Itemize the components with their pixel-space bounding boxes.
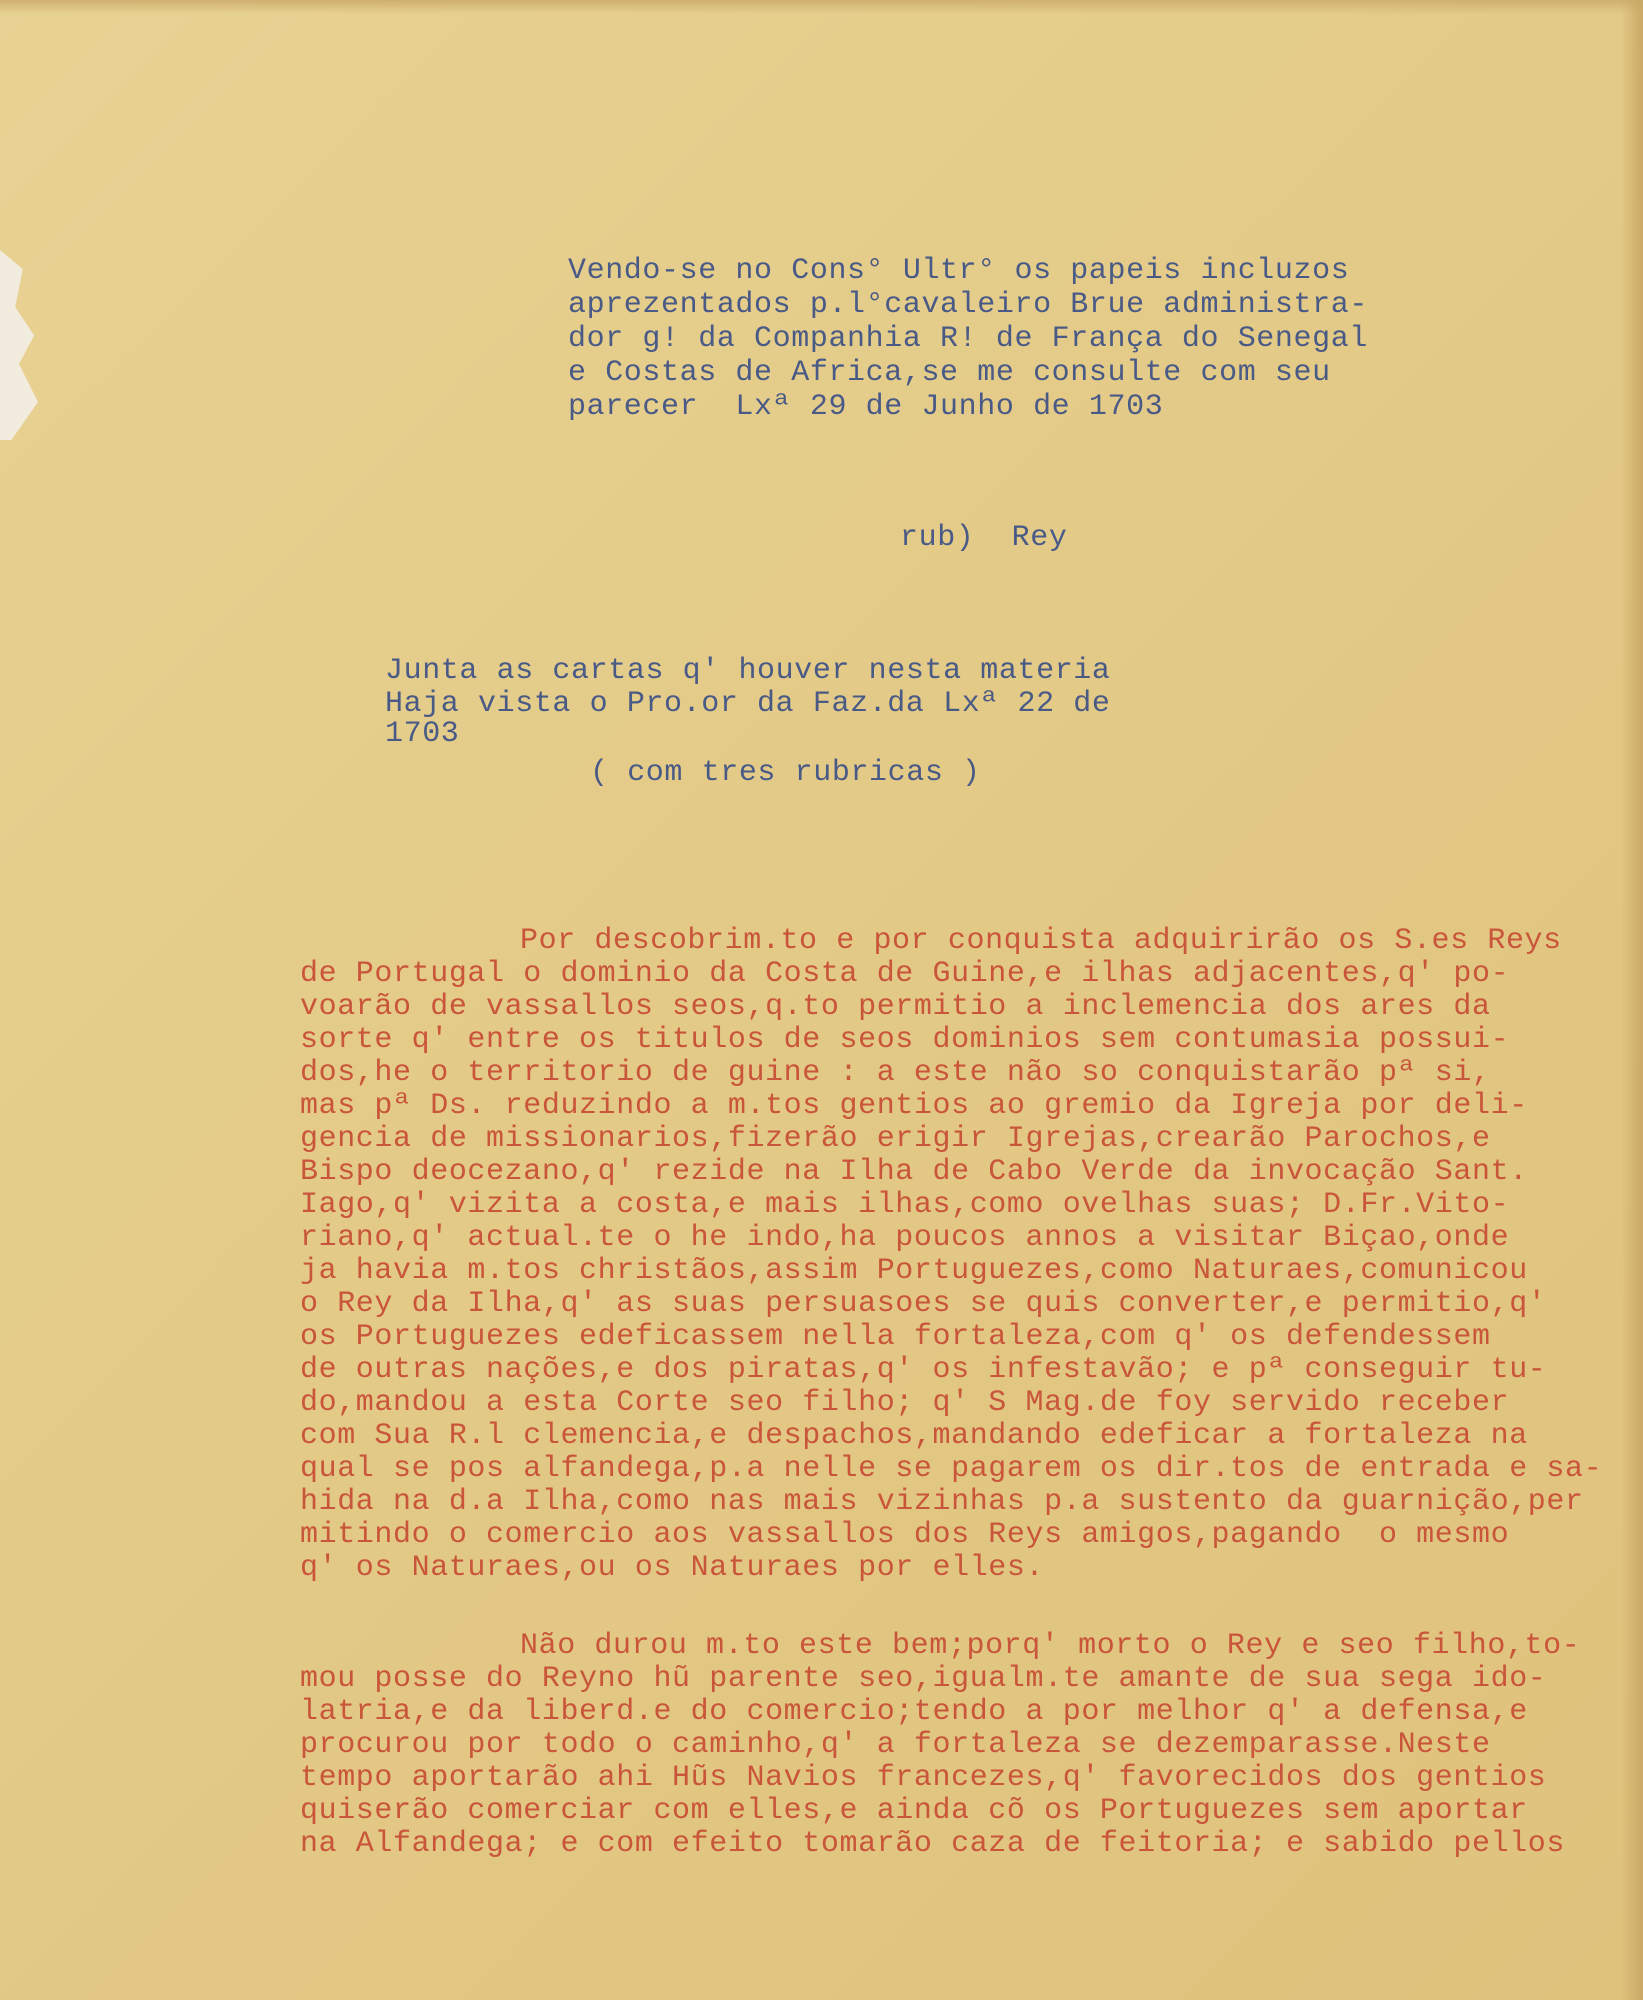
order-line: aprezentados p.l°cavaleiro Brue administra- [568, 288, 1368, 322]
body-line: tempo aportarão ahi Hũs Navios francezes,q' favorecidos dos gentios [300, 1761, 1547, 1795]
body-line: procurou por todo o caminho,q' a fortaleza se dezemparasse.Neste [300, 1728, 1491, 1762]
body-line: quiserão comerciar com elles,e ainda cõ os Portuguezes sem aportar [300, 1794, 1528, 1828]
order-signature: rub) Rey [900, 521, 1068, 555]
body-line: com Sua R.l clemencia,e despachos,mandando edeficar a fortaleza na [300, 1419, 1528, 1453]
order-line: parecer Lxª 29 de Junho de 1703 [568, 390, 1164, 424]
body-line: de outras nações,e dos piratas,q' os infestavão; e pª conseguir tu- [300, 1353, 1547, 1387]
dispatch-line: 1703 [385, 717, 460, 751]
body-line: na Alfandega; e com efeito tomarão caza de feitoria; e sabido pellos [300, 1827, 1565, 1861]
order-line: dor g! da Companhia R! de França do Senegal [568, 322, 1368, 356]
body-line: dos,he o territorio de guine : a este não so conquistarão pª si, [300, 1056, 1491, 1090]
paper-edge-top [0, 0, 1643, 14]
body-line: latria,e da liberd.e do comercio;tendo a por melhor q' a defensa,e [300, 1695, 1528, 1729]
dispatch-line: Haja vista o Pro.or da Faz.da Lxª 22 de [385, 687, 1111, 721]
torn-margin [0, 250, 38, 440]
order-line: Vendo-se no Cons° Ultr° os papeis incluzos [568, 254, 1350, 288]
body-line: q' os Naturaes,ou os Naturaes por elles. [300, 1551, 1045, 1585]
body-line: hida na d.a Ilha,como nas mais vizinhas p.a sustento da guarnição,per [300, 1485, 1584, 1519]
body-line: Não durou m.to este bem;porq' morto o Rey e seo filho,to- [520, 1629, 1581, 1663]
body-line: o Rey da Ilha,q' as suas persuasoes se quis converter,e permitio,q' [300, 1287, 1547, 1321]
body-line: Por descobrim.to e por conquista adquirirão os S.es Reys [520, 924, 1562, 958]
body-line: sorte q' entre os titulos de seos dominios sem contumasia possui- [300, 1023, 1510, 1057]
order-line: e Costas de Africa,se me consulte com seu [568, 356, 1331, 390]
body-line: os Portuguezes edeficassem nella fortaleza,com q' os defendessem [300, 1320, 1491, 1354]
body-line: gencia de missionarios,fizerão erigir Igrejas,crearão Parochos,e [300, 1122, 1491, 1156]
body-line: Bispo deocezano,q' rezide na Ilha de Cabo Verde da invocação Sant. [300, 1155, 1528, 1189]
dispatch-rubricas: ( com tres rubricas ) [590, 756, 981, 790]
body-line: qual se pos alfandega,p.a nelle se pagarem os dir.tos de entrada e sa- [300, 1452, 1603, 1486]
paper-edge-right [1621, 0, 1643, 2000]
body-line: riano,q' actual.te o he indo,ha poucos annos a visitar Biçao,onde [300, 1221, 1510, 1255]
body-line: mou posse do Reyno hũ parente seo,igualm.te amante de sua sega ido- [300, 1662, 1547, 1696]
body-line: mas pª Ds. reduzindo a m.tos gentios ao gremio da Igreja por deli- [300, 1089, 1528, 1123]
body-line: mitindo o comercio aos vassallos dos Reys amigos,pagando o mesmo [300, 1518, 1510, 1552]
body-line: Iago,q' vizita a costa,e mais ilhas,como ovelhas suas; D.Fr.Vito- [300, 1188, 1510, 1222]
dispatch-line: Junta as cartas q' houver nesta materia [385, 654, 1111, 688]
body-line: ja havia m.tos christãos,assim Portuguezes,como Naturaes,comunicou [300, 1254, 1528, 1288]
body-line: do,mandou a esta Corte seo filho; q' S Mag.de foy servido receber [300, 1386, 1510, 1420]
body-line: voarão de vassallos seos,q.to permitio a inclemencia dos ares da [300, 990, 1491, 1024]
body-line: de Portugal o dominio da Costa de Guine,e ilhas adjacentes,q' po- [300, 957, 1510, 991]
